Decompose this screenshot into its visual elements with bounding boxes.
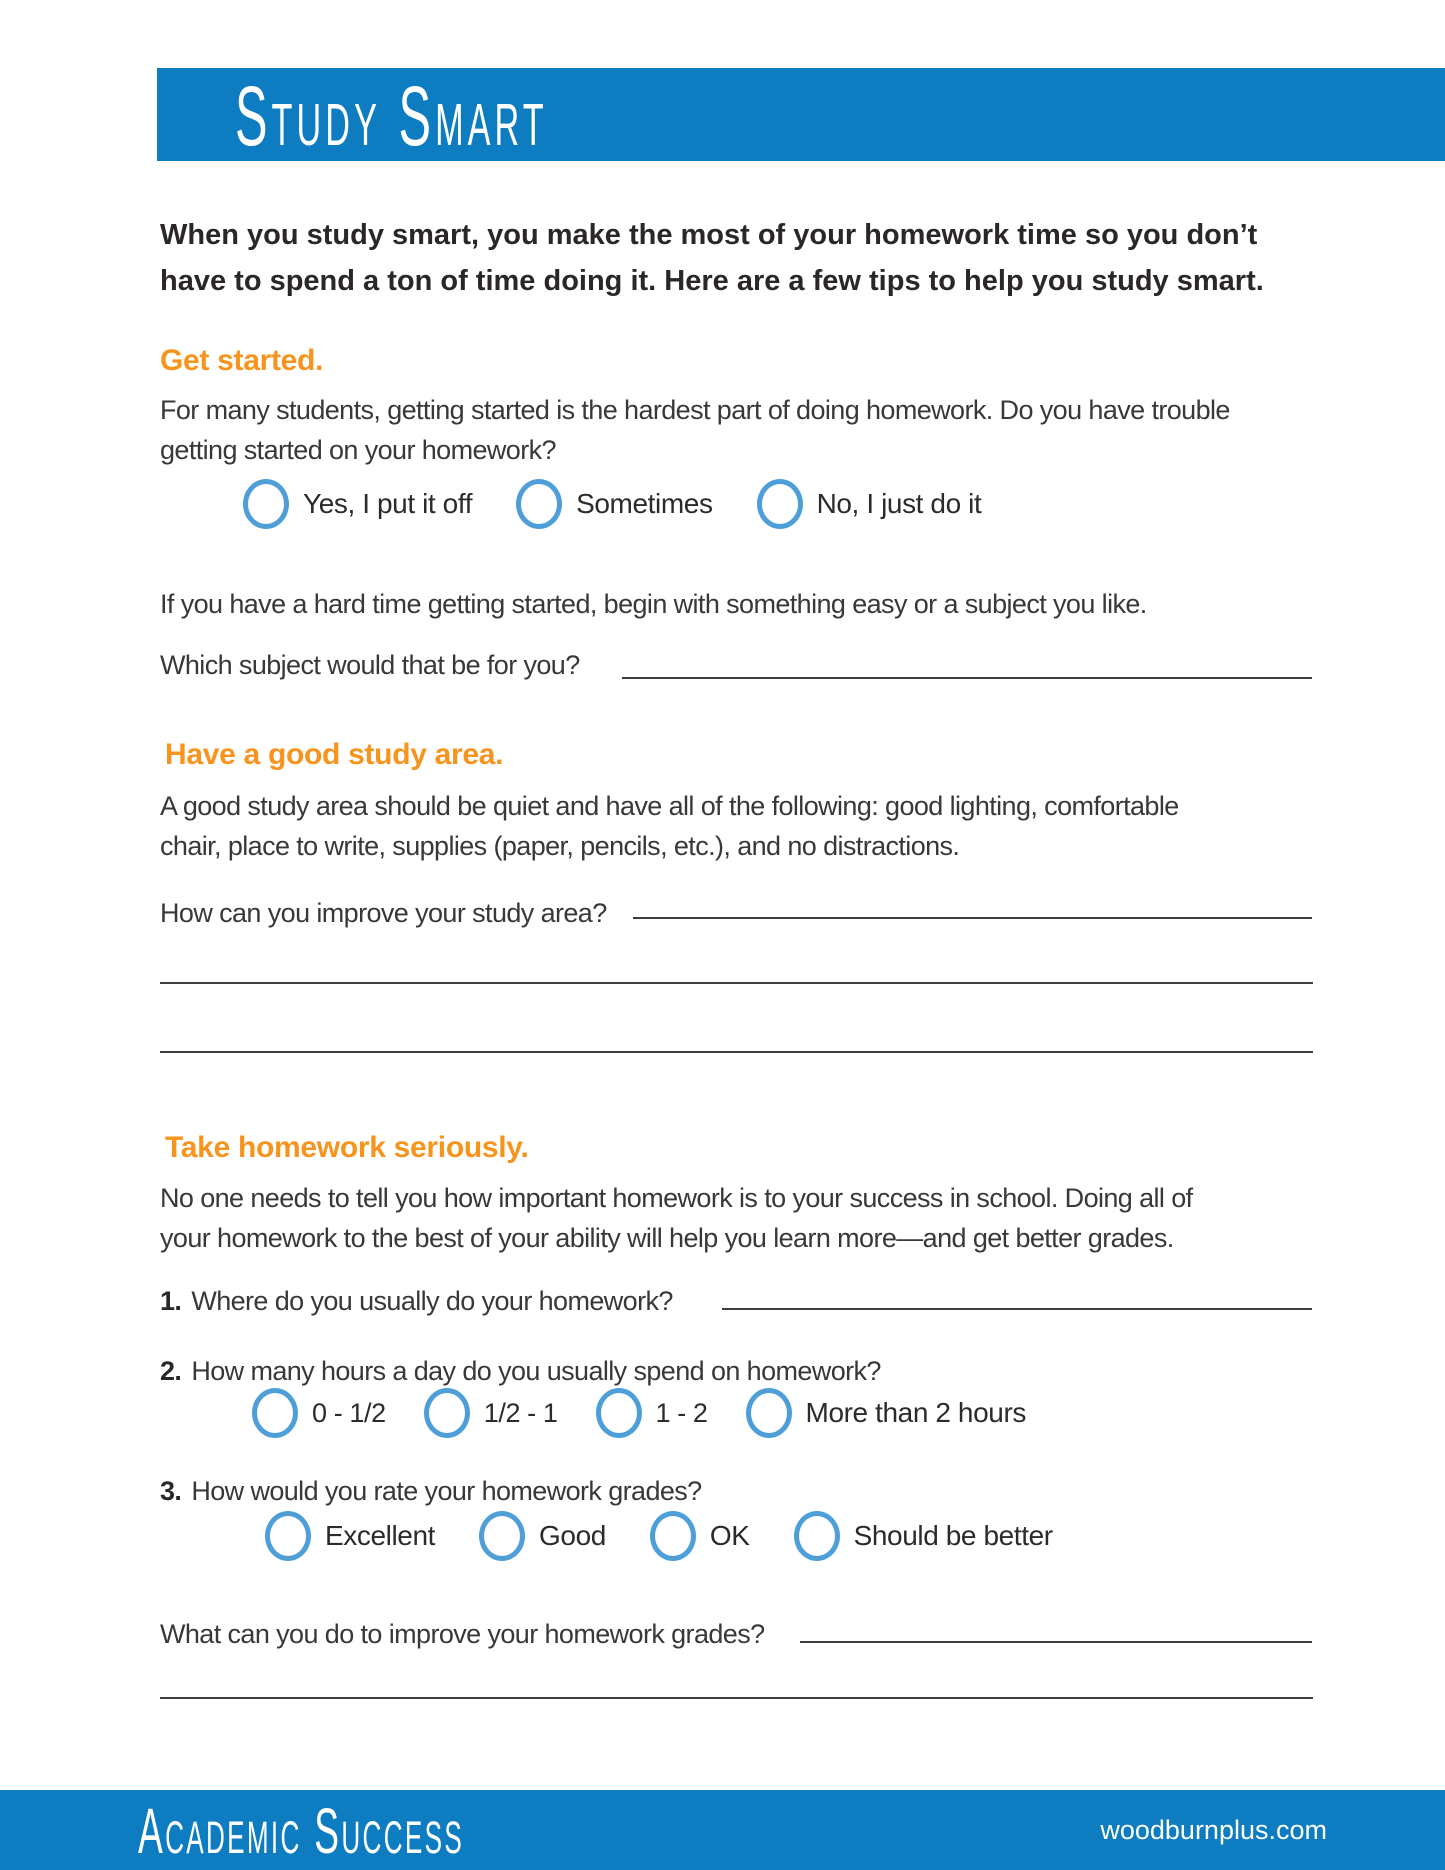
subject-answer-line[interactable] [622, 677, 1312, 679]
study-area-body-line-2: chair, place to write, supplies (paper, pencils, etc.), and no distractions. [160, 831, 960, 861]
study-area-answer-line-1[interactable] [633, 917, 1312, 919]
option-label: 1/2 - 1 [483, 1397, 558, 1428]
question-2-number: 2. [160, 1356, 182, 1386]
question-3-number: 3. [160, 1476, 182, 1506]
footer-brand: Academic Success [138, 1795, 465, 1867]
option-sometimes[interactable] [516, 479, 712, 529]
option-ok[interactable] [650, 1511, 750, 1561]
study-area-heading: Have a good study area. [165, 738, 504, 771]
grades-options-row [265, 1511, 1053, 1561]
question-3-text: How would you rate your homework grades? [191, 1476, 702, 1506]
study-area-question: How can you improve your study area? [160, 898, 607, 928]
question-3 [160, 1471, 702, 1511]
radio-circle-icon[interactable] [479, 1511, 525, 1561]
footer-website: woodburnplus.com [1100, 1815, 1327, 1845]
option-label: Yes, I put it off [303, 488, 473, 519]
option-0-half[interactable] [252, 1388, 386, 1438]
option-label: More than 2 hours [805, 1397, 1026, 1428]
radio-circle-icon[interactable] [252, 1388, 298, 1438]
study-area-answer-line-2[interactable] [160, 982, 1313, 984]
subject-question: Which subject would that be for you? [160, 650, 580, 680]
option-more-than-2[interactable] [746, 1388, 1026, 1438]
get-started-options-row [243, 479, 981, 529]
question-1-number: 1. [160, 1286, 182, 1316]
radio-circle-icon[interactable] [424, 1388, 470, 1438]
intro-line-1: When you study smart, you make the most of your homework time so you don’t [160, 219, 1258, 251]
footer-banner [0, 1790, 1445, 1870]
homework-body [160, 1178, 1193, 1258]
option-label: Excellent [325, 1520, 436, 1551]
option-label: No, I just do it [816, 488, 982, 519]
question-2-text: How many hours a day do you usually spend on homework? [191, 1356, 881, 1386]
get-started-body [160, 390, 1230, 470]
study-area-body [160, 786, 1179, 866]
homework-body-line-1: No one needs to tell you how important homework is to your success in school. Doing all of [160, 1183, 1193, 1213]
option-half-1[interactable] [424, 1388, 558, 1438]
homework-body-line-2: your homework to the best of your ability will help you learn more—and get better grades. [160, 1223, 1174, 1253]
radio-circle-icon[interactable] [516, 479, 562, 529]
option-label: Sometimes [576, 488, 713, 519]
option-excellent[interactable] [265, 1511, 435, 1561]
study-area-answer-line-3[interactable] [160, 1051, 1313, 1053]
option-label: OK [709, 1520, 750, 1551]
option-1-2[interactable] [596, 1388, 708, 1438]
question-1-text: Where do you usually do your homework? [191, 1286, 673, 1316]
option-label: 1 - 2 [655, 1397, 708, 1428]
option-yes-put-it-off[interactable] [243, 479, 472, 529]
radio-circle-icon[interactable] [757, 479, 803, 529]
homework-heading: Take homework seriously. [165, 1131, 529, 1164]
question-4-answer-line-2[interactable] [160, 1697, 1313, 1699]
get-started-heading: Get started. [160, 344, 324, 377]
page-title: Study Smart [235, 69, 548, 163]
get-started-tip: If you have a hard time getting started, begin with something easy or a subject you like. [160, 589, 1147, 619]
option-label: Good [539, 1520, 606, 1551]
radio-circle-icon[interactable] [596, 1388, 642, 1438]
option-label: Should be better [853, 1520, 1053, 1551]
option-good[interactable] [479, 1511, 606, 1561]
get-started-body-line-1: For many students, getting started is the hardest part of doing homework. Do you have trouble [160, 395, 1230, 425]
question-4-answer-line[interactable] [800, 1641, 1312, 1643]
option-no-just-do-it[interactable] [757, 479, 982, 529]
question-1 [160, 1281, 673, 1321]
option-should-be-better[interactable] [794, 1511, 1053, 1561]
radio-circle-icon[interactable] [650, 1511, 696, 1561]
option-label: 0 - 1/2 [312, 1397, 386, 1428]
radio-circle-icon[interactable] [746, 1388, 792, 1438]
question-1-answer-line[interactable] [722, 1308, 1312, 1310]
question-2 [160, 1351, 881, 1391]
intro-line-2: have to spend a ton of time doing it. Here are a few tips to help you study smart. [160, 265, 1264, 297]
question-4: What can you do to improve your homework grades? [160, 1619, 765, 1649]
hours-options-row [252, 1388, 1026, 1438]
get-started-body-line-2: getting started on your homework? [160, 435, 556, 465]
intro-paragraph [160, 212, 1264, 304]
radio-circle-icon[interactable] [265, 1511, 311, 1561]
radio-circle-icon[interactable] [794, 1511, 840, 1561]
study-area-body-line-1: A good study area should be quiet and have all of the following: good lighting, comfortable [160, 791, 1179, 821]
header-banner [157, 68, 1445, 161]
radio-circle-icon[interactable] [243, 479, 289, 529]
